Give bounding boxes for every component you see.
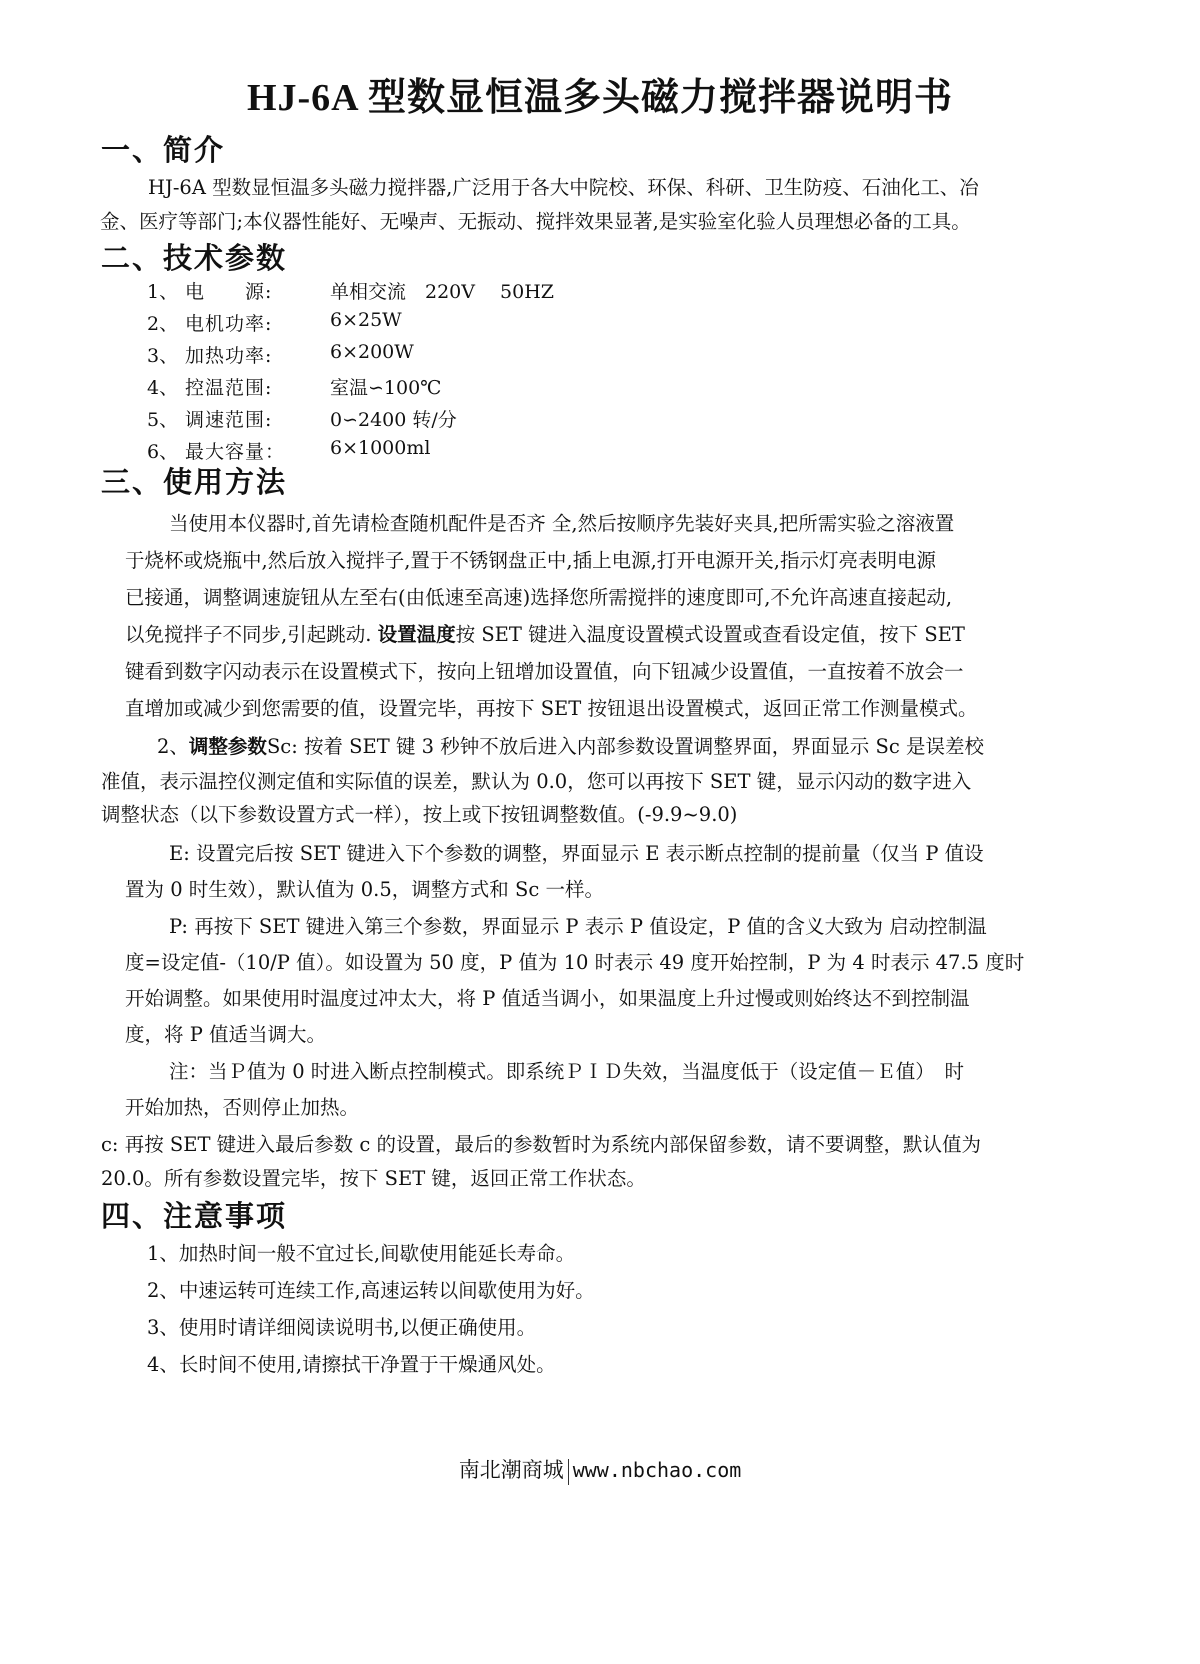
note-item: 3、使用时请详细阅读说明书,以便正确使用。 [147, 1316, 537, 1339]
spec-number: 1、 [147, 281, 179, 303]
footer-url: www.nbchao.com [572, 1458, 742, 1482]
spec-key: 电 源: [185, 281, 273, 303]
spec-key: 控温范围: [185, 377, 273, 399]
note-item: 1、加热时间一般不宜过长,间歇使用能延长寿命。 [147, 1242, 576, 1265]
list-number: 2、 [157, 735, 189, 758]
spec-key: 最大容量： [185, 441, 286, 463]
usage-line: 当使用本仪器时,首先请检查随机配件是否齐 全,然后按顺序先装好夹具,把所需实验之溶液置 [169, 512, 955, 535]
usage-line: 度=设定值-（10/P 值）。如设置为 50 度，P 值为 10 时表示 49 度开始控制，P 为 4 时表示 47.5 度时 [125, 951, 1025, 974]
usage-line: 准值，表示温控仪测定值和实际值的误差，默认为 0.0，您可以再按下 SET 键，显示闪动的数字进入 [101, 770, 972, 793]
usage-line: 已接通，调整调速旋钮从左至右(由低速至高速)选择您所需搅拌的速度即可,不允许高速直接起动, [125, 586, 953, 609]
spec-row [147, 309, 847, 335]
usage-line: 度，将 P 值适当调大。 [125, 1023, 327, 1046]
usage-line [157, 731, 984, 759]
spec-row [147, 341, 847, 367]
usage-line: E: 设置完后按 SET 键进入下个参数的调整，界面显示 E 表示断点控制的提前量（仅当 P 值设 [169, 842, 984, 865]
usage-line: 20.0。所有参数设置完毕，按下 SET 键，返回正常工作状态。 [101, 1167, 646, 1190]
spec-key: 加热功率: [185, 345, 273, 367]
spec-number: 3、 [147, 345, 179, 367]
section-heading-specs: 二、技术参数 [101, 241, 288, 275]
usage-text: 以免搅拌子不同步,引起跳动. [125, 623, 378, 646]
intro-line: HJ-6A 型数显恒温多头磁力搅拌器,广泛用于各大中院校、环保、科研、卫生防疫、石油化工、冶 [148, 176, 979, 199]
spec-row [147, 373, 847, 399]
section-heading-notes: 四、注意事项 [101, 1199, 288, 1233]
spec-number: 2、 [147, 313, 179, 335]
set-temperature-label: 设置温度 [377, 623, 456, 646]
section-heading-intro: 一、简介 [101, 133, 226, 167]
spec-number: 4、 [147, 377, 179, 399]
spec-value: 单相交流 220V 50HZ [330, 281, 554, 303]
usage-text: 按 SET 键进入温度设置模式设置或查看设定值，按下 SET [455, 623, 965, 646]
footer-divider [568, 1459, 569, 1485]
note-item: 2、中速运转可连续工作,高速运转以间歇使用为好。 [147, 1279, 595, 1302]
spec-value: 室温∽100℃ [330, 377, 442, 399]
spec-number: 5、 [147, 409, 179, 431]
usage-line: 开始加热，否则停止加热。 [125, 1096, 360, 1119]
section-heading-usage: 三、使用方法 [101, 465, 288, 499]
usage-line: 注：当Ｐ值为 0 时进入断点控制模式。即系统ＰＩＤ失效，当温度低于（设定值－Ｅ值） 时 [169, 1060, 965, 1083]
usage-line [125, 619, 965, 647]
intro-line: 金、医疗等部门;本仪器性能好、无噪声、无振动、搅拌效果显著,是实验室化验人员理想必备的工具。 [100, 210, 971, 233]
usage-line: 直增加或减少到您需要的值，设置完毕，再按下 SET 按钮退出设置模式，返回正常工作测量模式。 [125, 697, 978, 720]
document-title: HJ-6A 型数显恒温多头磁力搅拌器说明书 [246, 77, 954, 119]
usage-line: 调整状态（以下参数设置方式一样），按上或下按钮调整数值。(-9.9~9.0) [101, 803, 738, 826]
footer [0, 1454, 1200, 1485]
usage-line: 键看到数字闪动表示在设置模式下，按向上钮增加设置值，向下钮减少设置值，一直按着不放会一 [125, 660, 964, 683]
spec-value: 6×1000ml [330, 437, 431, 459]
adjust-params-label: 调整参数 [188, 735, 267, 758]
spec-value: 6×200W [330, 341, 414, 363]
spec-value: 6×25W [330, 309, 402, 331]
spec-key: 电机功率: [185, 313, 273, 335]
usage-line: 置为 0 时生效），默认值为 0.5，调整方式和 Sc 一样。 [125, 878, 604, 901]
note-item: 4、长时间不使用,请擦拭干净置于干燥通风处。 [147, 1353, 556, 1376]
spec-value: 0∽2400 转/分 [330, 409, 457, 431]
usage-line: c: 再按 SET 键进入最后参数 c 的设置，最后的参数暂时为系统内部保留参数，请不要调整，默认值为 [101, 1133, 982, 1156]
spec-key: 调速范围: [185, 409, 273, 431]
footer-brand: 南北潮商城 [458, 1458, 564, 1482]
usage-line: P: 再按下 SET 键进入第三个参数，界面显示 P 表示 P 值设定，P 值的含义大致为 启动控制温 [169, 915, 987, 938]
spec-number: 6、 [147, 441, 179, 463]
spec-row [147, 277, 847, 303]
usage-text: Sc: 按着 SET 键 3 秒钟不放后进入内部参数设置调整界面，界面显示 Sc 是误差校 [266, 735, 984, 758]
usage-line: 开始调整。如果使用时温度过冲太大，将 P 值适当调小，如果温度上升过慢或则始终达不到控制温 [125, 987, 970, 1010]
usage-line: 于烧杯或烧瓶中,然后放入搅拌子,置于不锈钢盘正中,插上电源,打开电源开关,指示灯亮表明电源 [125, 549, 936, 572]
spec-row [147, 405, 847, 431]
